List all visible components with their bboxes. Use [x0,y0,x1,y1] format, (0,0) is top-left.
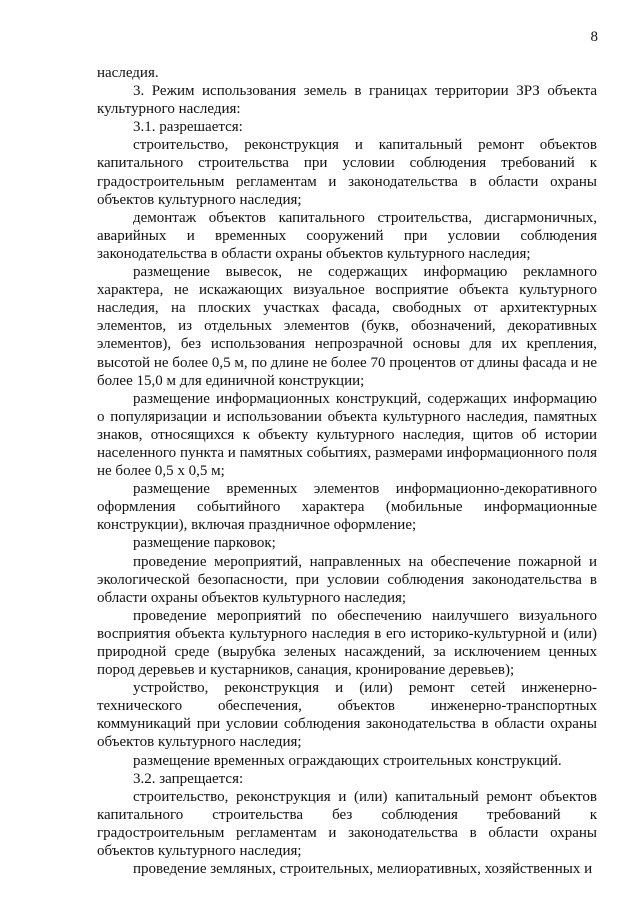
allowed-item-safety: проведение мероприятий, направленных на обеспечение пожарной и экологической безопасности, при условии соблюдения законодательства в области охраны объектов культурного наследия; [97,553,597,606]
allowed-item-visual-perception: проведение мероприятий по обеспечению наилучшего визуального восприятия объекта культурного наследия в его историко-культурной и (или) природной среде (вырубка зеленых насаждений, за исключением ценных пород деревьев и кустарников, санация, кронирование деревьев); [97,607,597,679]
subsection-3-2-heading: 3.2. запрещается: [133,770,244,787]
allowed-item-signage: размещение вывесок, не содержащих информацию рекламного характера, не искажающих визуальное восприятие объекта культурного наследия, на плоских участках фасада, свободных от архитектурных элементов, из отдельных элементов (букв, обозначений, декоративных элементов), без использования непрозрачной основы для их крепления, высотой не более 0,5 м, по длине не более 70 процентов от длины фасада и не более 15,0 м для единичной конструкции; [97,264,597,389]
prohibited-item-earthworks: проведение земляных, строительных, мелиоративных, хозяйственных и [133,861,593,878]
paragraph-continuation: наследия. [97,65,159,81]
allowed-item-temporary-decor: размещение временных элементов информационно-декоративного оформления событийного характера (мобильные информационные конструкции), включая праздничное оформление; [97,481,597,534]
document-body [97,64,597,878]
allowed-item-fencing: размещение временных ограждающих строительных конструкций. [133,752,562,769]
section-3-heading: 3. Режим использования земель в границах территории ЗРЗ объекта культурного наследия: [97,83,597,118]
allowed-item-demolition: демонтаж объектов капитального строительства, дисгармоничных, аварийных и временных сооружений при условии соблюдения законодательства в области охраны объектов культурного наследия; [97,209,597,262]
allowed-item-utilities: устройство, реконструкция и (или) ремонт сетей инженерно-технического обеспечения, объектов инженерно-транспортных коммуникаций при условии соблюдения законодательства в области охраны объектов культурного наследия; [97,680,597,751]
subsection-3-1-heading: 3.1. разрешается: [133,119,243,136]
allowed-item-parking: размещение парковок; [133,535,276,552]
allowed-item-info-structures: размещение информационных конструкций, содержащих информацию о популяризации и использовании объекта культурного наследия, памятных знаков, относящихся к объекту культурного наследия, щитов об истории населенного пункта и памятных событиях, размерами информационного поля не более 0,5 х 0,5 м; [97,390,597,480]
prohibited-item-construction: строительство, реконструкция и (или) капитальный ремонт объектов капитального строительства без соблюдения требований к градостроительным регламентам и законодательства в области охраны объектов культурного наследия; [97,788,597,860]
page-number: 8 [590,29,598,45]
allowed-item-construction: строительство, реконструкция и капитальный ремонт объектов капитального строительства при условии соблюдения требований к градостроительным регламентам и законодательства в области охраны объектов культурного наследия; [97,137,597,208]
